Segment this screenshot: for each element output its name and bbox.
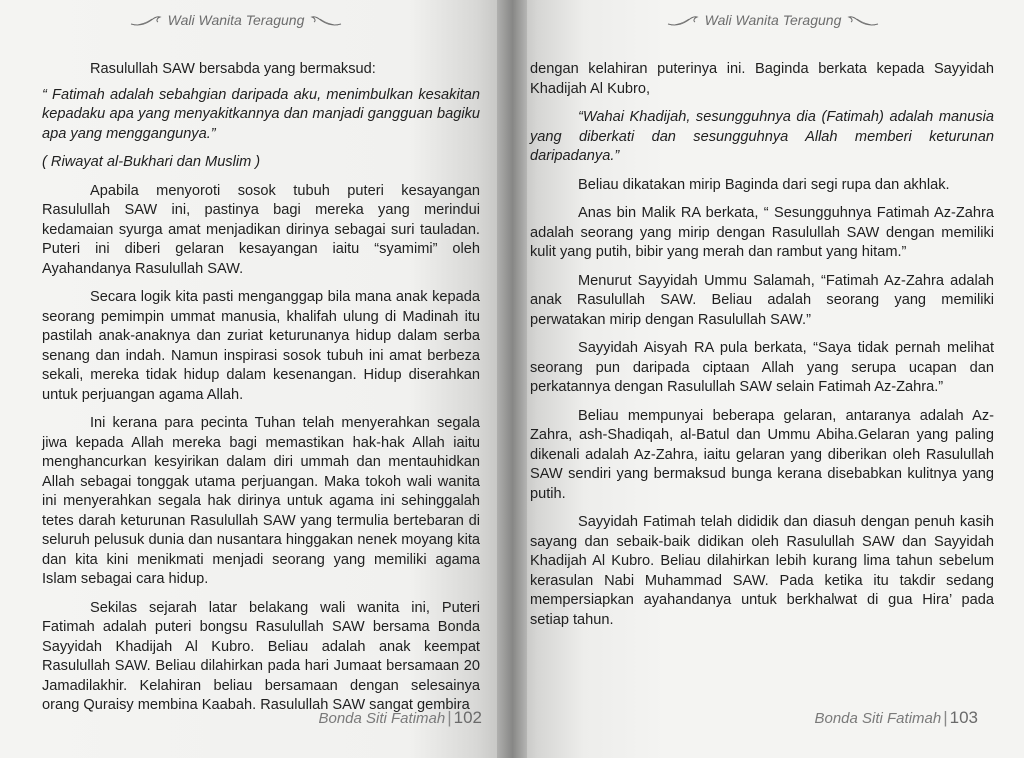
paragraph: Apabila menyoroti sosok tubuh puteri kesayangan Rasulullah SAW ini, pastinya bagi mereka yang merindui kedamaian syurga amat menjadikan dirinya sebagai suri tauladan. Puteri ini diberi gelaran kesayangan iaitu “syamimi” oleh Ayahandanya Rasulullah SAW.	[42, 182, 480, 277]
page-footer	[814, 708, 978, 728]
footer-title: Bonda Siti Fatimah	[318, 710, 446, 727]
page-number: 103	[949, 708, 978, 727]
footer-title: Bonda Siti Fatimah	[814, 710, 942, 727]
footer-divider: |	[447, 708, 452, 727]
ornament-swirl-icon	[667, 13, 699, 27]
running-head-text: Wali Wanita Teragung	[167, 12, 305, 28]
page-number: 102	[453, 708, 482, 727]
right-page	[512, 0, 1024, 758]
running-head	[512, 12, 1024, 28]
running-head	[0, 12, 512, 28]
paragraph: Sayyidah Aisyah RA pula berkata, “Saya tidak pernah melihat seorang pun daripada ciptaan Allah yang serupa ucapan dan perkatannya dengan Rasulullah SAW selain Fatimah Az-Zahra.”	[530, 340, 994, 395]
ornament-swirl-icon	[130, 13, 162, 27]
paragraph: Beliau dikatakan mirip Baginda dari segi rupa dan akhlak.	[578, 176, 950, 193]
paragraph: Secara logik kita pasti menganggap bila mana anak kepada seorang pemimpin ummat manusia, khalifah ulung di Madinah itu pastilah anak-anaknya dan zuriat keturunanya hidup dalam serba senang dan indah. Namun inspirasi sosok tubuh ini amat berbeza sekali, mereka tidak hidup dalam kesenangan. Hidup diserahkan untuk perjuangan agama Allah.	[42, 289, 480, 403]
paragraph: Sayyidah Fatimah telah dididik dan diasuh dengan penuh kasih sayang dan sebaik-baik didikan oleh Rasulullah SAW dan Sayyidah Khadijah Al Kubro. Beliau dilahirkan lebih kurang lima tahun sebelum kerasulan Nabi Muhammad SAW. Pada ketika itu takdir sedang mempersiapkan ayahandanya untuk berkhalwat di gua Hira’ pada setiap tahun.	[530, 514, 994, 628]
page-footer	[318, 708, 482, 728]
right-body-text	[530, 60, 994, 630]
paragraph: Rasulullah SAW bersabda yang bermaksud:	[90, 61, 376, 77]
footer-divider: |	[943, 708, 948, 727]
paragraph: Anas bin Malik RA berkata, “ Sesungguhnya Fatimah Az-Zahra adalah seorang yang mirip dengan Rasulullah SAW dengan memiliki kulit yang putih, bibir yang merah dan rambut yang hitam.”	[530, 205, 994, 260]
paragraph: Beliau mempunyai beberapa gelaran, antaranya adalah Az-Zahra, ash-Shadiqah, al-Batul dan Ummu Abiha.Gelaran yang paling dikenali adalah Az-Zahra, iaitu gelaran yang diberikan oleh Rasulullah SAW sendiri yang bermaksud bunga kerana disebabkan kulitnya yang putih.	[530, 407, 994, 502]
left-body-text	[42, 60, 480, 716]
paragraph: Menurut Sayyidah Ummu Salamah, “Fatimah Az-Zahra adalah anak Rasulullah SAW. Beliau adalah seorang yang memiliki perwatakan mirip dengan Rasulullah SAW.”	[530, 272, 994, 328]
hadith-source: ( Riwayat al-Bukhari dan Muslim )	[42, 154, 261, 170]
running-head-text: Wali Wanita Teragung	[704, 12, 842, 28]
hadith-quote: “Wahai Khadijah, sesungguhnya dia (Fatimah) adalah manusia yang diberkati dan sesungguhnya Allah memberi keturunan daripadanya.”	[530, 109, 994, 164]
ornament-swirl-icon	[847, 13, 879, 27]
hadith-quote: “ Fatimah adalah sebahgian daripada aku, menimbulkan kesakitan kepadaku apa yang menyakitkannya dan manjadi gangguan bagiku apa yang menggangunya.”	[42, 86, 480, 142]
paragraph: Sekilas sejarah latar belakang wali wanita ini, Puteri Fatimah adalah puteri bongsu Rasulullah SAW bersama Bonda Sayyidah Khadijah Al Kubro. Beliau adalah anak keempat Rasulullah SAW. Beliau dilahirkan pada hari Jumaat bersamaan 20 Jamadilakhir. Kelahiran beliau bersamaan dengan selesainya orang Quraisy membina Kaabah. Rasulullah SAW sangat gembira	[42, 599, 480, 713]
paragraph: Ini kerana para pecinta Tuhan telah menyerahkan segala jiwa kepada Allah mereka bagi memastikan hak-hak Allah iaitu menghancurkan kesyirikan dalam diri ummah dan mentauhidkan Allah sebagai tonggak utama perjuangan. Maka tokoh wali wanita ini menyerahkan segala hak dirinya untuk agama ini sehinggalah tetes darah keturunan Rasulullah SAW yang termulia bertebaran di seluruh pelusuk dunia dan nusantara hinggakan nenek moyang kita dan kita kini menikmati menjadi seorang yang memiliki agama Islam sebagai cara hidup.	[42, 415, 480, 587]
ornament-swirl-icon	[310, 13, 342, 27]
paragraph: dengan kelahiran puterinya ini. Baginda berkata kepada Sayyidah Khadijah Al Kubro,	[530, 61, 994, 97]
